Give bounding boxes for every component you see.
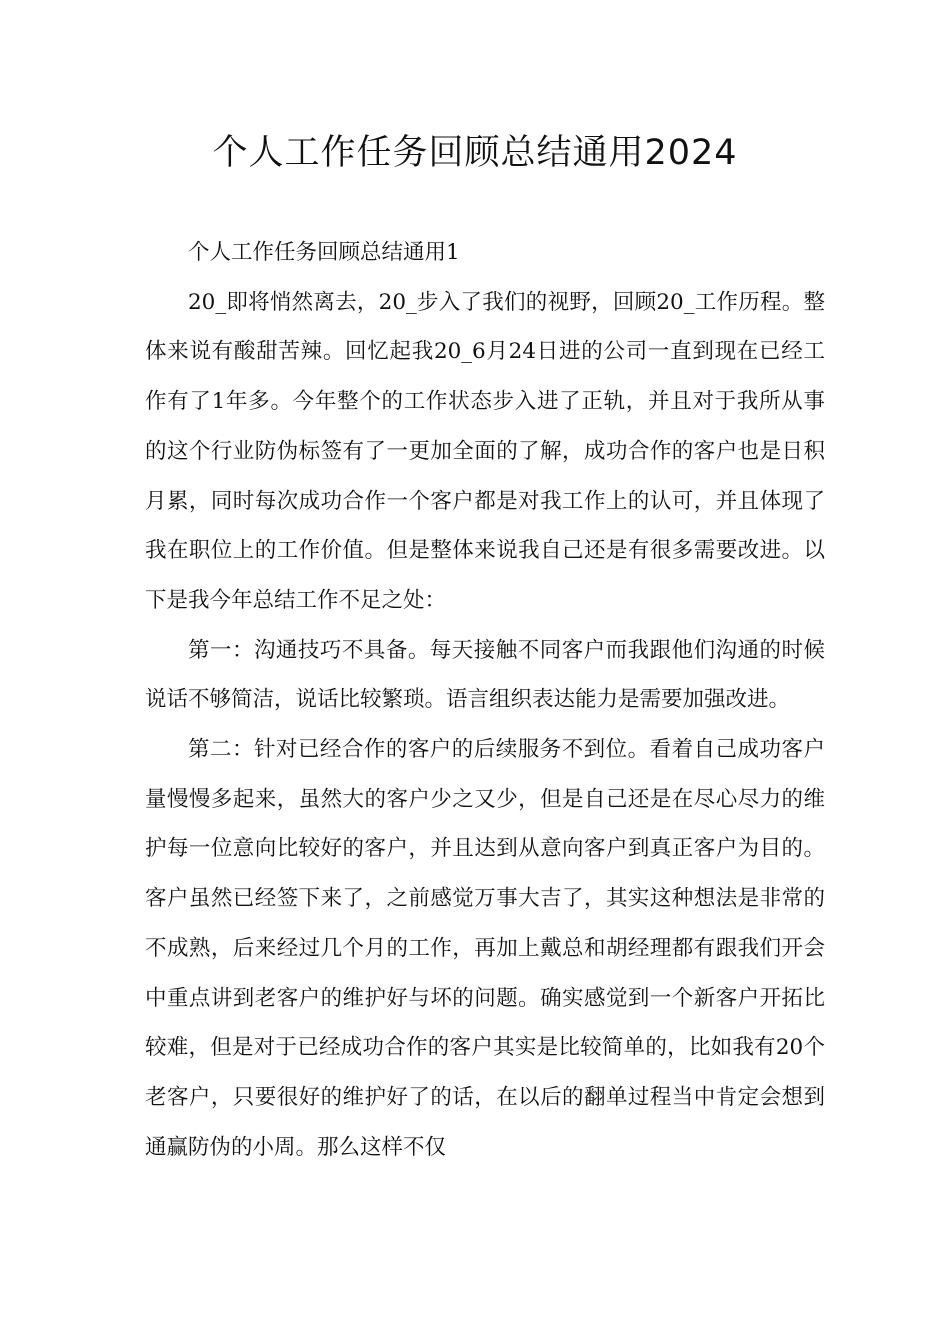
paragraph-point-two: 第二：针对已经合作的客户的后续服务不到位。看着自己成功客户量慢慢多起来，虽然大的客户少之又少，但是自己还是在尽心尽力的维护每一位意向比较好的客户，并且达到从意向客户到真正客户为目的。客户虽然已经签下来了，之前感觉万事大吉了，其实这种想法是非常的不成熟，后来经过几个月的工作，再加上戴总和胡经理都有跟我们开会中重点讲到老客户的维护好与坏的问题。确实感觉到一个新客户开拓比较难，但是对于已经成功合作的客户其实是比较简单的，比如我有20个老客户，只要很好的维护好了的话，在以后的翻单过程当中肯定会想到通赢防伪的小周。那么这样不仅 — [145, 737, 825, 1160]
document-title: 个人工作任务回顾总结通用2024 — [212, 133, 738, 173]
document-body — [145, 228, 825, 1172]
section-heading: 个人工作任务回顾总结通用1 — [188, 240, 460, 265]
paragraph-point-one: 第一：沟通技巧不具备。每天接触不同客户而我跟他们沟通的时候说话不够简洁，说话比较繁琐。语言组织表达能力是需要加强改进。 — [145, 637, 825, 713]
paragraph-intro: 20_即将悄然离去，20_步入了我们的视野，回顾20_工作历程。整体来说有酸甜苦辣。回忆起我20_6月24日进的公司一直到现在已经工作有了1年多。今年整个的工作状态步入进了正轨，并且对于我所从事的这个行业防伪标签有了一更加全面的了解，成功合作的客户也是日积月累，同时每次成功合作一个客户都是对我工作上的认可，并且体现了我在职位上的工作价值。但是整体来说我自己还是有很多需要改进。以下是我今年总结工作不足之处： — [145, 289, 825, 613]
